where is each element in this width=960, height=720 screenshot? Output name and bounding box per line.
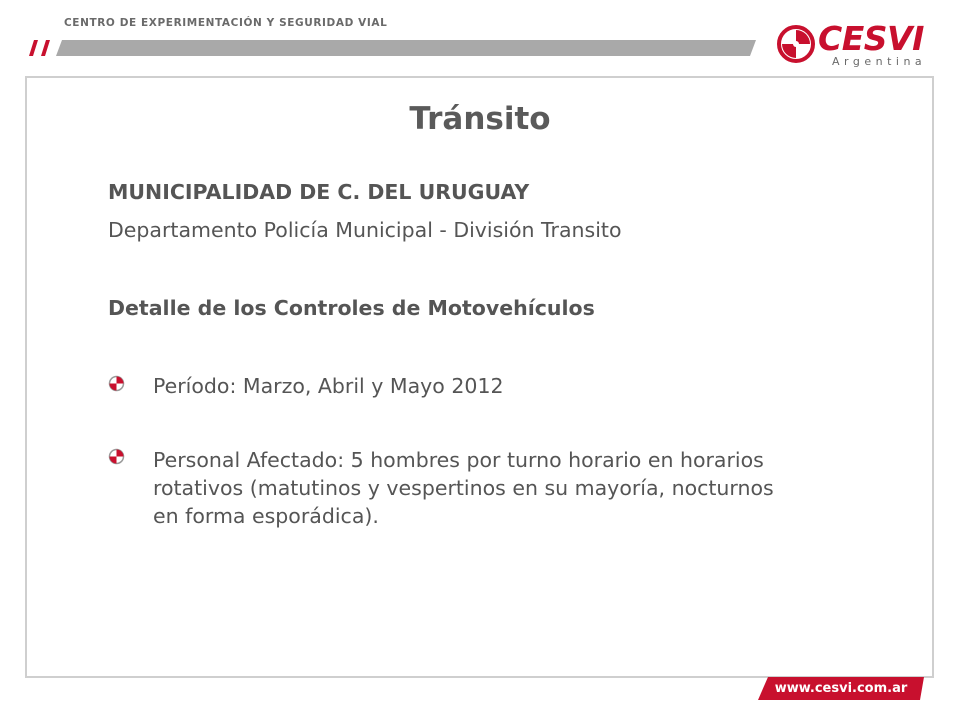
cesvi-logo xyxy=(776,18,936,74)
slide-title: Tránsito xyxy=(409,101,551,137)
footer-url[interactable]: www.cesvi.com.ar xyxy=(774,681,908,696)
header-slash-2 xyxy=(41,40,50,56)
bullet-period: Período: Marzo, Abril y Mayo 2012 xyxy=(153,374,504,398)
bullet-personnel: Personal Afectado: 5 hombres por turno horario en horarios rotativos (matutinos y vespertinos en su mayoría, nocturnos en forma esporádica). xyxy=(153,448,774,528)
header-bar xyxy=(56,40,756,56)
cesvi-globe-icon xyxy=(776,24,816,64)
municipality-heading: MUNICIPALIDAD DE C. DEL URUGUAY xyxy=(108,180,530,204)
header-slash-1 xyxy=(29,40,38,56)
controls-detail-heading: Detalle de los Controles de Motovehículos xyxy=(108,296,595,320)
header-organization: CENTRO DE EXPERIMENTACIÓN Y SEGURIDAD VIAL xyxy=(64,17,388,29)
logo-subtitle: Argentina xyxy=(832,55,927,68)
department-line: Departamento Policía Municipal - División Transito xyxy=(108,218,622,242)
red-globe-bullet-icon xyxy=(108,448,125,465)
red-globe-bullet-icon xyxy=(108,375,125,392)
logo-wordmark: CESVI xyxy=(818,19,924,58)
